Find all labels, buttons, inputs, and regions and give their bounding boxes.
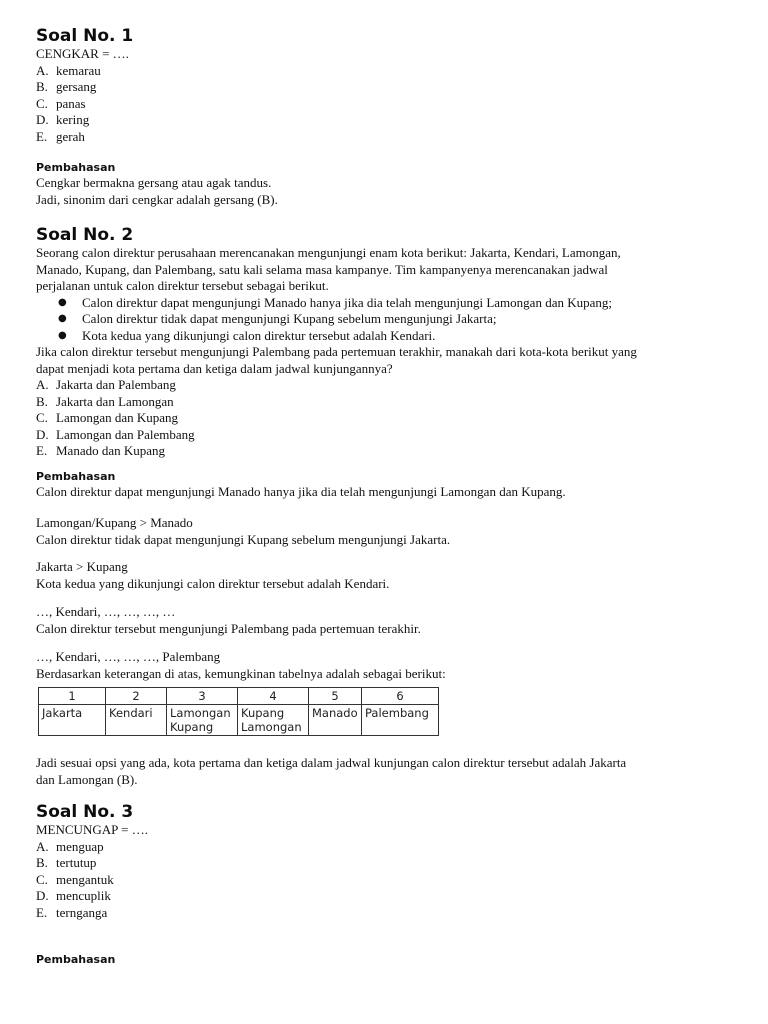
option-b — [36, 394, 742, 411]
option-text: menguap — [56, 838, 104, 854]
soal-1-question: CENGKAR = …. — [36, 46, 129, 61]
option-key: E. — [36, 443, 48, 458]
soal-1-pembahasan — [36, 161, 742, 208]
soal-2-conclusion — [36, 755, 742, 788]
soal-3-pembahasan — [36, 953, 742, 967]
explanation-line: Kota kedua yang dikunjungi calon direktur tersebut adalah Kendari. — [36, 575, 390, 591]
option-c — [36, 872, 742, 889]
option-text: Jakarta dan Palembang — [56, 377, 176, 392]
rules-list — [36, 295, 742, 345]
option-key: B. — [36, 393, 48, 409]
option-d — [36, 112, 742, 129]
schedule-table-wrapper — [38, 687, 439, 736]
rule-text: Kota kedua yang dikunjungi calon direktur tersebut adalah Kendari. — [82, 327, 436, 343]
soal-3-options — [36, 839, 742, 922]
option-key: C. — [36, 410, 48, 425]
option-text: kering — [56, 112, 90, 127]
explanation-group — [36, 559, 742, 592]
conclusion-line: Jadi sesuai opsi yang ada, kota pertama dan ketiga dalam jadwal kunjungan calon direktur tersebut adalah Jakarta — [36, 755, 627, 770]
table-cell — [309, 705, 362, 736]
soal-2-section — [36, 225, 742, 460]
table-header-cell: 3 — [167, 688, 238, 705]
bullet-icon: ● — [58, 313, 67, 324]
option-text: mencuplik — [56, 888, 111, 903]
option-key: E. — [36, 128, 48, 144]
explanation-line: …, Kendari, …, …, …, Palembang — [36, 649, 221, 664]
option-text: mengantuk — [56, 871, 114, 887]
option-key: C. — [36, 95, 48, 111]
cell-line: Kupang — [170, 720, 214, 734]
option-text: tertutup — [56, 855, 97, 870]
conclusion-line: dan Lamongan (B). — [36, 771, 138, 787]
table-header-cell: 5 — [309, 688, 362, 705]
option-key: C. — [36, 871, 48, 887]
question-line: dapat menjadi kota pertama dan ketiga dalam jadwal kunjungannya? — [36, 360, 393, 376]
option-text: panas — [56, 95, 86, 111]
option-text: ternganga — [56, 904, 108, 920]
explanation-line: Cengkar bermakna gersang atau agak tandus. — [36, 175, 272, 190]
option-b — [36, 79, 742, 96]
rule-item — [36, 295, 742, 312]
explanation-group — [36, 649, 742, 682]
table-header-cell: 1 — [39, 688, 106, 705]
explanation-line: Calon direktur tersebut mengunjungi Palembang pada pertemuan terakhir. — [36, 620, 421, 636]
option-key: A. — [36, 62, 49, 78]
option-e — [36, 905, 742, 922]
option-key: A. — [36, 838, 49, 854]
explanation-line: Calon direktur tidak dapat mengunjungi Kupang sebelum mengunjungi Jakarta. — [36, 531, 451, 547]
soal-3-question: MENCUNGAP = …. — [36, 822, 148, 837]
rule-item — [36, 328, 742, 345]
soal-1-title: Soal No. 1 — [36, 26, 134, 46]
cell-line: Jakarta — [42, 706, 83, 720]
option-c — [36, 96, 742, 113]
rule-text: Calon direktur dapat mengunjungi Manado hanya jika dia telah mengunjungi Lamongan dan Kupang; — [82, 294, 612, 310]
table-cell — [362, 705, 439, 736]
pembahasan-label: Pembahasan — [36, 161, 116, 174]
cell-line: Kupang — [241, 706, 285, 720]
schedule-table — [38, 687, 439, 736]
bullet-icon: ● — [58, 296, 67, 308]
option-text: Manado dan Kupang — [56, 443, 166, 458]
explanation-group — [36, 604, 742, 637]
option-key: B. — [36, 855, 48, 870]
option-c — [36, 410, 742, 427]
table-cell — [106, 705, 167, 736]
table-cell — [39, 705, 106, 736]
explanation-group — [36, 515, 742, 548]
soal-2-options — [36, 377, 742, 460]
cell-line: Kendari — [109, 706, 153, 720]
option-a — [36, 377, 742, 394]
option-text: Jakarta dan Lamongan — [56, 393, 174, 409]
soal-2-pembahasan — [36, 470, 742, 501]
table-header-row — [39, 688, 439, 705]
table-header-cell: 4 — [238, 688, 309, 705]
option-key: D. — [36, 426, 49, 442]
soal-3-title: Soal No. 3 — [36, 802, 134, 822]
option-key: D. — [36, 888, 49, 903]
explanation-line: Lamongan/Kupang > Manado — [36, 515, 193, 530]
option-d — [36, 888, 742, 905]
option-text: gerah — [56, 128, 85, 144]
intro-line: Seorang calon direktur perusahaan merencanakan mengunjungi enam kota berikut: Jakarta, Kendari, Lamongan, — [36, 245, 621, 260]
soal-3-section — [36, 802, 742, 921]
option-e — [36, 129, 742, 146]
option-b — [36, 855, 742, 872]
option-a — [36, 839, 742, 856]
explanation-line: Jadi, sinonim dari cengkar adalah gersang (B). — [36, 191, 278, 207]
question-line: Jika calon direktur tersebut mengunjungi Palembang pada pertemuan terakhir, manakah dari kota-kota berikut yang — [36, 344, 637, 359]
pembahasan-label: Pembahasan — [36, 953, 116, 966]
table-header-cell: 6 — [362, 688, 439, 705]
cell-line: Lamongan — [241, 720, 302, 734]
table-header-cell: 2 — [106, 688, 167, 705]
explanation-line: …, Kendari, …, …, …, … — [36, 604, 176, 619]
pembahasan-label: Pembahasan — [36, 470, 116, 483]
option-text: kemarau — [56, 62, 101, 78]
explanation-line: Berdasarkan keterangan di atas, kemungkinan tabelnya adalah sebagai berikut: — [36, 665, 446, 681]
soal-1-section — [36, 26, 742, 145]
intro-line: Manado, Kupang, dan Palembang, satu kali selama masa kampanye. Tim kampanyenya merencanakan jadwal — [36, 261, 608, 277]
option-key: D. — [36, 112, 49, 127]
cell-line: Palembang — [365, 706, 429, 720]
intro-line: perjalanan untuk calon direktur tersebut sebagai berikut. — [36, 278, 329, 293]
soal-1-options — [36, 63, 742, 146]
option-text: Lamongan dan Kupang — [56, 410, 179, 425]
cell-line: Manado — [312, 706, 358, 720]
option-e — [36, 443, 742, 460]
option-key: E. — [36, 904, 48, 920]
table-cell — [167, 705, 238, 736]
rule-item — [36, 311, 742, 328]
option-a — [36, 63, 742, 80]
bullet-icon: ● — [58, 329, 67, 341]
option-key: A. — [36, 377, 49, 392]
option-d — [36, 427, 742, 444]
option-key: B. — [36, 79, 48, 94]
explanation-line: Jakarta > Kupang — [36, 559, 128, 574]
soal-2-title: Soal No. 2 — [36, 225, 134, 245]
cell-line: Lamongan — [170, 706, 231, 720]
table-row — [39, 705, 439, 736]
option-text: Lamongan dan Palembang — [56, 426, 195, 442]
rule-text: Calon direktur tidak dapat mengunjungi Kupang sebelum mengunjungi Jakarta; — [82, 311, 497, 326]
explanation-line: Calon direktur dapat mengunjungi Manado hanya jika dia telah mengunjungi Lamongan dan Kupang. — [36, 484, 566, 499]
option-text: gersang — [56, 79, 97, 94]
table-cell — [238, 705, 309, 736]
